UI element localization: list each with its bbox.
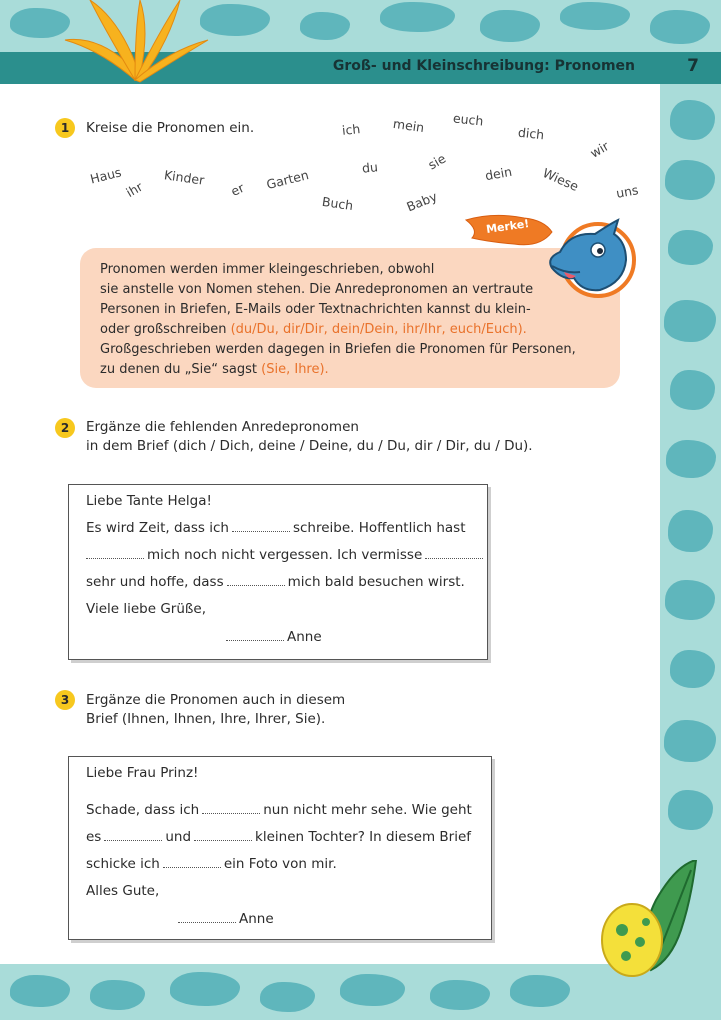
word-item[interactable]: Buch [321, 193, 355, 214]
letter-greeting: Liebe Frau Prinz! [86, 765, 199, 781]
word-item[interactable]: mein [392, 115, 426, 136]
merke-text-line [100, 322, 527, 337]
decorative-stone [668, 510, 713, 552]
letter-text: Schade, dass ich [86, 802, 200, 818]
letter-text: und [165, 829, 192, 845]
word-item[interactable]: Haus [88, 164, 123, 187]
letter-text: Es wird Zeit, dass ich [86, 520, 229, 536]
merke-text: oder großschreiben [100, 322, 227, 337]
letter-line [86, 520, 466, 536]
word-item[interactable]: dich [517, 124, 545, 143]
task2-instruction-line1: Ergänze die fehlenden Anredepronomen [86, 419, 359, 435]
word-item[interactable]: dein [483, 163, 514, 184]
decorative-stone [200, 4, 270, 36]
page-number: 7 [687, 56, 699, 76]
blank-field[interactable] [226, 629, 284, 641]
blank-field[interactable] [232, 520, 290, 532]
blank-field[interactable] [178, 911, 236, 923]
letter-signature: Anne [239, 911, 274, 927]
word-item[interactable]: Kinder [163, 167, 206, 188]
decorative-stone [260, 982, 315, 1012]
task2-instruction-line2: in dem Brief (dich / Dich, deine / Deine, du / Du, dir / Dir, du / Du). [86, 438, 533, 454]
decorative-stone [666, 440, 716, 478]
decorative-stone [510, 975, 570, 1007]
blank-field[interactable] [202, 802, 260, 814]
dino-egg-icon [596, 860, 706, 980]
letter-text: kleinen Tochter? In diesem Brief [255, 829, 472, 845]
letter-signature: Anne [287, 629, 322, 645]
decorative-stone [668, 790, 713, 830]
task3-instruction-line1: Ergänze die Pronomen auch in diesem [86, 692, 346, 708]
letter-greeting: Liebe Tante Helga! [86, 493, 212, 509]
word-item[interactable]: Wiese [540, 165, 581, 194]
letter-text: ein Foto von mir. [223, 856, 337, 872]
word-item[interactable]: Baby [404, 188, 440, 215]
letter-text: schreibe. Hoffentlich hast [292, 520, 466, 536]
blank-field[interactable] [227, 574, 285, 586]
decorative-stone [480, 10, 540, 42]
merke-text: zu denen du „Sie“ sagst [100, 362, 258, 377]
letter-line [86, 829, 471, 845]
task-number-badge: 3 [55, 690, 75, 710]
word-item[interactable]: du [361, 159, 379, 176]
task3-instruction-line2: Brief (Ihnen, Ihnen, Ihre, Ihrer, Sie). [86, 711, 326, 727]
merke-text-line: Pronomen werden immer kleingeschrieben, obwohl [100, 262, 435, 277]
leaf-icon [60, 0, 210, 85]
decorative-stone [670, 650, 715, 688]
letter-signature-line [226, 629, 322, 645]
task-number-badge: 1 [55, 118, 75, 138]
letter-closing: Alles Gute, [86, 883, 160, 899]
blank-field[interactable] [104, 829, 162, 841]
decorative-stone [300, 12, 350, 40]
decorative-stone [664, 300, 716, 342]
word-item[interactable]: er [228, 179, 247, 200]
word-item[interactable]: euch [452, 110, 485, 129]
decorative-stone [664, 720, 716, 762]
merke-text-line: sie anstelle von Nomen stehen. Die Anredepronomen an vertraute [100, 282, 534, 297]
letter-text: mich noch nicht vergessen. Ich vermisse [147, 547, 423, 563]
blank-field[interactable] [194, 829, 252, 841]
letter-line [86, 802, 472, 818]
letter-line [86, 547, 486, 563]
letter-signature-line [178, 911, 274, 927]
decorative-stone [10, 975, 70, 1007]
letter-line [86, 574, 465, 590]
merke-text-line: Personen in Briefen, E-Mails oder Textnachrichten kannst du klein- [100, 302, 531, 317]
decorative-stone [340, 974, 405, 1006]
decorative-stone [90, 980, 145, 1010]
blank-field[interactable] [425, 547, 483, 559]
blank-field[interactable] [163, 856, 221, 868]
decorative-stone [670, 100, 715, 140]
task-number-badge: 2 [55, 418, 75, 438]
word-item[interactable]: ich [341, 121, 362, 138]
merke-badge-text: Merke! [485, 217, 531, 236]
merke-example-sie: (Sie, Ihre). [261, 362, 329, 377]
word-item[interactable]: sie [425, 150, 449, 173]
letter-text: mich bald besuchen wirst. [287, 574, 465, 590]
letter-line [86, 856, 337, 872]
task1-instruction: Kreise die Pronomen ein. [86, 120, 255, 136]
merke-example-du: (du/Du, dir/Dir, dein/Dein, ihr/Ihr, euch/Euch). [230, 322, 527, 337]
decorative-stone [380, 2, 455, 32]
word-item[interactable]: Garten [264, 167, 311, 192]
decorative-stone [670, 370, 715, 410]
letter-box-2 [68, 756, 492, 940]
letter-text: es [86, 829, 102, 845]
word-item[interactable]: wir [587, 138, 612, 161]
letter-text: sehr und hoffe, dass [86, 574, 224, 590]
letter-text: schicke ich [86, 856, 160, 872]
decorative-stone [665, 580, 715, 620]
letter-closing: Viele liebe Grüße, [86, 601, 206, 617]
decorative-stone [170, 972, 240, 1006]
decorative-stone [560, 2, 630, 30]
letter-text: nun nicht mehr sehe. Wie geht [263, 802, 472, 818]
word-item[interactable]: uns [614, 182, 640, 201]
blank-field[interactable] [86, 547, 144, 559]
decorative-stone [430, 980, 490, 1010]
decorative-stone [650, 10, 710, 44]
merke-text-line [100, 362, 329, 377]
dragon-icon [540, 212, 640, 302]
merke-text-line: Großgeschrieben werden dagegen in Briefen die Pronomen für Personen, [100, 342, 576, 357]
decorative-stone [668, 230, 713, 265]
word-item[interactable]: ihr [123, 178, 146, 201]
page-header-title: Groß- und Kleinschreibung: Pronomen [332, 58, 635, 74]
decorative-stone [665, 160, 715, 200]
